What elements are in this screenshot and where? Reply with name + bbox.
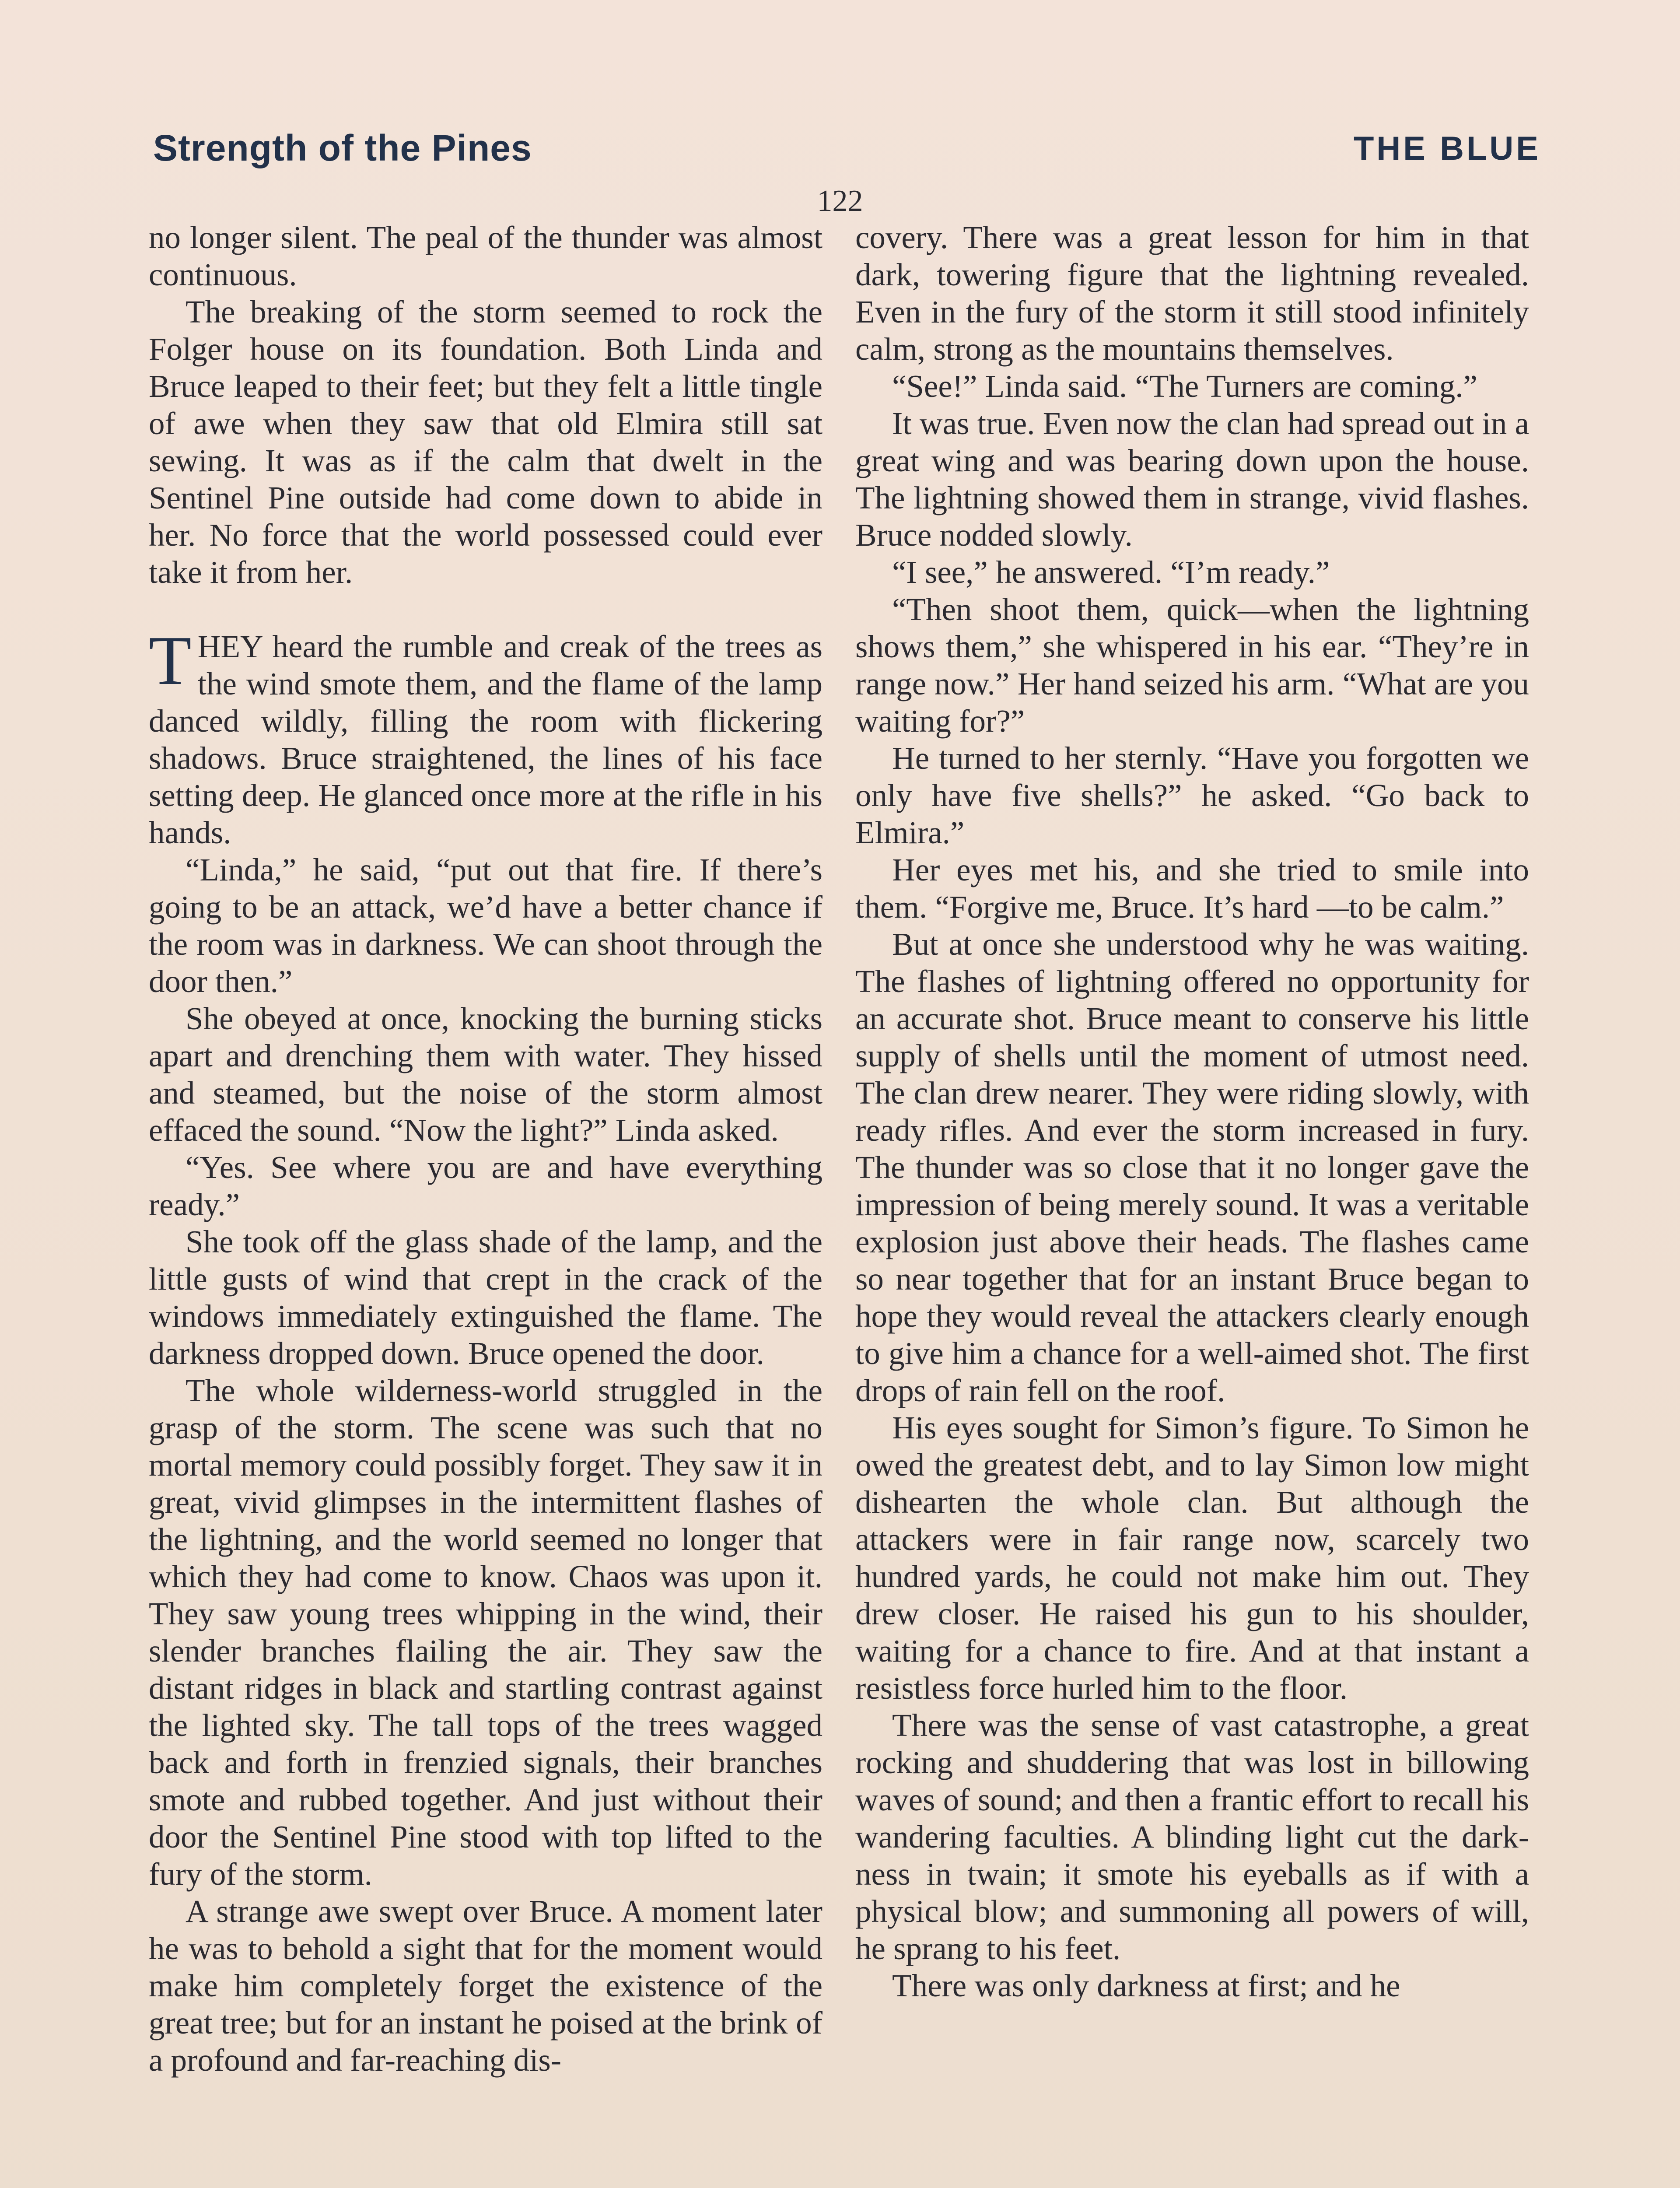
story-title: Strength of the Pines <box>153 127 532 168</box>
paragraph: The breaking of the storm seemed to rock the Folger house on its foundation. Both Linda and Bruce leaped to their feet; but they felt a little tingle of awe when they saw that old Elmira still sat sewing. It was as if the calm that dwelt in the Sentinel Pine outside had come down to abide in her. No force that the world possessed could ever take it from her. <box>149 294 822 590</box>
paragraph: “Linda,” he said, “put out that fire. If there’s going to be an attack, we’d have a better chance if the room was in darkness. We can shoot through the door then.” <box>149 852 822 999</box>
magazine-title: THE BLUE <box>1354 130 1541 167</box>
drop-cap: T <box>149 621 192 699</box>
paragraph: “See!” Linda said. “The Turners are coming.” <box>892 368 1477 404</box>
paragraph: He turned to her sternly. “Have you forgotten we only have five shells?” he asked. “Go back to Elmira.” <box>855 740 1529 850</box>
paragraph: She obeyed at once, knocking the burning sticks apart and drenching them with water. They hissed and steamed, but the noise of the storm almost effaced the sound. “Now the light?” Linda asked. <box>149 1001 822 1148</box>
paragraph: Her eyes met his, and she tried to smile into them. “Forgive me, Bruce. It’s hard —to be calm.” <box>855 852 1529 925</box>
left-text-column <box>149 219 822 2079</box>
paragraph: There was only darkness at first; and he <box>892 1968 1400 2003</box>
paragraph: A strange awe swept over Bruce. A moment later he was to behold a sight that for the moment would make him completely forget the existence of the great tree; but for an instant he poised at the brink of a profound and far-reaching dis- <box>149 1893 822 2078</box>
paragraph: It was true. Even now the clan had spread out in a great wing and was bearing down upon the house. The lightning showed them in strange, vivid flashes. Bruce nodded slowly. <box>855 406 1529 553</box>
paragraph: She took off the glass shade of the lamp, and the little gusts of wind that crept in the crack of the windows immediately extinguished the flame. The darkness dropped down. Bruce opened the door. <box>149 1224 822 1371</box>
paragraph: The whole wilderness-world struggled in the grasp of the storm. The scene was such that no mortal memory could possibly forget. They saw it in great, vivid glimpses in the intermittent flashes of the lightning, and the world seemed no longer that which they had come to know. Chaos was upon it. They saw young trees whipping in the wind, their slender branches flailing the air. They saw the distant ridges in black and startling contrast against the lighted sky. The tall tops of the trees wagged back and forth in frenzied signals, their branches smote and rubbed together. And just without their door the Sentinel Pine stood with top lifted to the fury of the storm. <box>149 1373 822 1892</box>
section-start-paragraph <box>149 621 822 851</box>
paragraph-text: HEY heard the rumble and creak of the trees as the wind smote them, and the flame of the lamp danced wildly, filling the room with flickering shadows. Bruce straightened, the lines of his face setting deep. He glanced once more at the rifle in his hands. <box>149 629 822 850</box>
paragraph: “Yes. See where you are and have everything ready.” <box>149 1150 822 1222</box>
paragraph: covery. There was a great lesson for him in that dark, towering figure that the lightning revealed. Even in the fury of the storm it still stood infinitely calm, strong as the mountains themselves. <box>855 220 1529 367</box>
paragraph: But at once she understood why he was waiting. The flashes of lightning offered no opportunity for an accurate shot. Bruce meant to conserve his little supply of shells until the moment of utmost need. The clan drew nearer. They were riding slowly, with ready rifles. And ever the storm increased in fury. The thunder was so close that it no longer gave the impression of being merely sound. It was a veritable explosion just above their heads. The flashes came so near together that for an instant Bruce began to hope they would reveal the attackers clearly enough to give him a chance for a well-aimed shot. The first drops of rain fell on the roof. <box>855 926 1529 1408</box>
paragraph: “Then shoot them, quick—when the lightning shows them,” she whispered in his ear. “They’re in range now.” Her hand seized his arm. “What are you waiting for?” <box>855 592 1529 739</box>
paragraph: no longer silent. The peal of the thunder was almost continuous. <box>149 220 822 292</box>
paragraph: “I see,” he answered. “I’m ready.” <box>892 554 1330 590</box>
right-text-column <box>855 219 1529 2004</box>
paragraph: His eyes sought for Simon’s figure. To Simon he owed the greatest debt, and to lay Simon low might dishearten the whole clan. But although the attackers were in fair range now, scarcely two hundred yards, he could not make him out. They drew closer. He raised his gun to his shoulder, waiting for a chance to fire. And at that instant a resistless force hurled him to the floor. <box>855 1410 1529 1706</box>
paragraph: There was the sense of vast catastrophe, a great rocking and shuddering that was lost in billowing waves of sound; and then a frantic effort to recall his wandering faculties. A blinding light cut the darkness in twain; it smote his eyeballs as if with a physical blow; and summoning all powers of will, he sprang to his feet. <box>855 1708 1529 1966</box>
page-number: 122 <box>817 184 863 218</box>
